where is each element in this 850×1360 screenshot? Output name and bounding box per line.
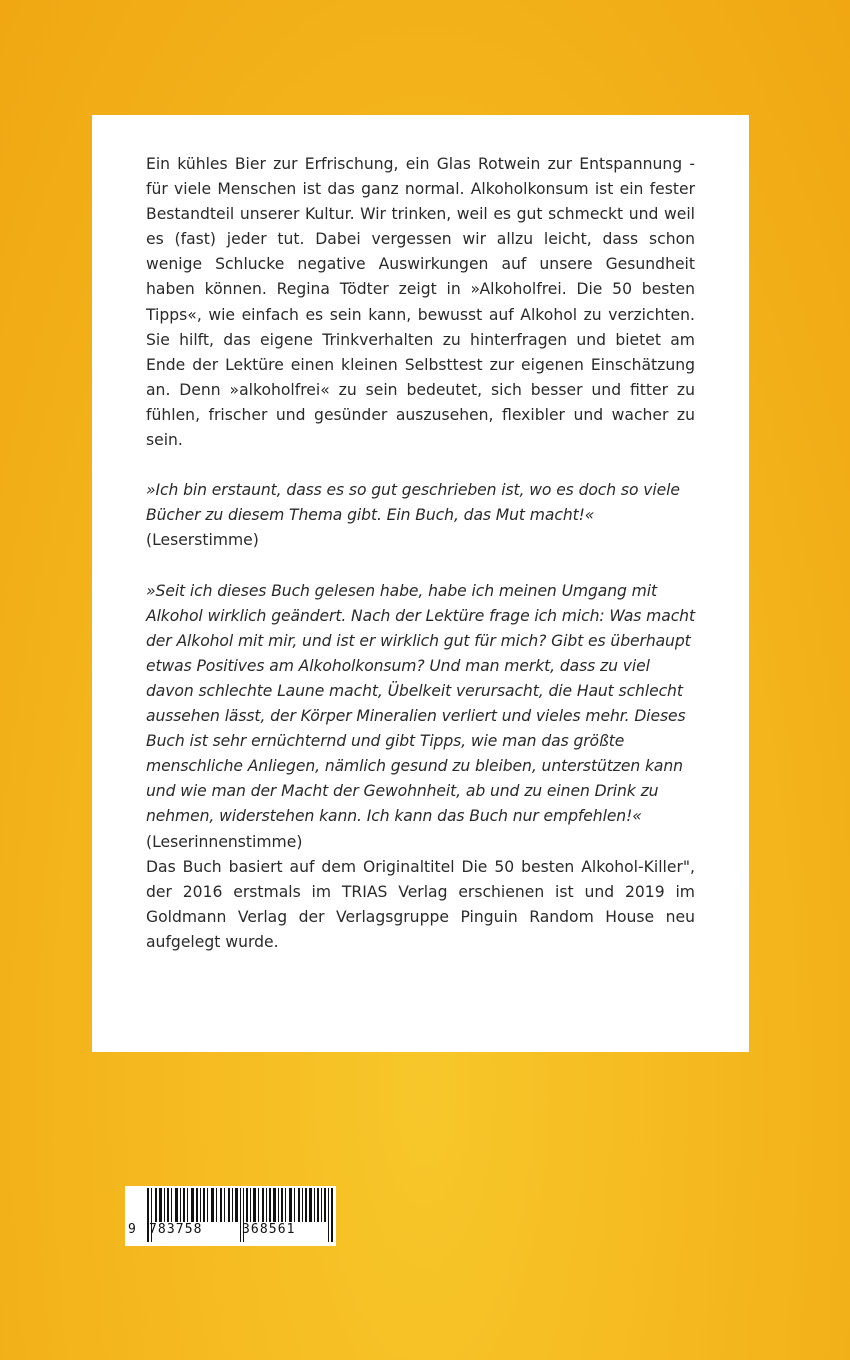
barcode-bar (278, 1188, 279, 1222)
blurb-content (146, 152, 695, 955)
barcode-bar (183, 1188, 185, 1222)
barcode-bar (324, 1188, 326, 1222)
reader-quote-2 (146, 579, 695, 855)
reader-quote-2-text: »Seit ich dieses Buch gelesen habe, habe ich meinen Umgang mit Alkohol wirklich geändert. Nach der Lektüre frage ich mich: Was macht der Alkohol mit mir, und ist er wirklich gut für mich? Gibt es überhaupt etwas Positives am Alkoholkonsum? Und man merkt, dass zu viel davon schlechte Laune macht, Übelkeit verursacht, die Haut schlecht aussehen lässt, der Körper Mineralien verliert und vieles mehr. Dieses Buch ist sehr ernüchternd und gibt Tipps, wie man das größte menschliche Anliegen, nämlich gesund zu bleiben, unterstützen kann und wie man der Macht der Gewohnheit, ab und zu einen Drink zu nehmen, widerstehen kann. Ich kann das Buch nur empfehlen!« (146, 581, 695, 826)
barcode-bar (273, 1188, 276, 1222)
barcode-bar (203, 1188, 205, 1222)
barcode-bar (294, 1188, 295, 1222)
barcode-bar (309, 1188, 312, 1222)
barcode-bar (285, 1188, 286, 1222)
barcode-bar (216, 1188, 217, 1222)
barcode-bar (269, 1188, 271, 1222)
barcode-bar (253, 1188, 256, 1222)
barcode-bar (196, 1188, 198, 1222)
barcode-bar (281, 1188, 283, 1222)
barcode-right-digits: 368561 (242, 1222, 296, 1237)
barcode-bar (262, 1188, 264, 1222)
barcode-bar (235, 1188, 238, 1222)
barcode-bar (200, 1188, 201, 1222)
barcode-bar (207, 1188, 208, 1222)
barcode-bar (258, 1188, 259, 1222)
barcode-bar (228, 1188, 230, 1222)
barcode-bar (191, 1188, 194, 1222)
barcode-bar (211, 1188, 214, 1222)
barcode-bar (159, 1188, 162, 1222)
barcode-bar (321, 1188, 322, 1222)
barcode-bar (250, 1188, 251, 1222)
reader-quote-1-text: »Ich bin erstaunt, dass es so gut geschrieben ist, wo es doch so viele Bücher zu diesem Thema gibt. Ein Buch, das Mut macht!« (146, 481, 680, 525)
barcode-bar (317, 1188, 319, 1222)
barcode-bar (155, 1188, 157, 1222)
barcode-bar (187, 1188, 188, 1222)
barcode-bar (167, 1188, 169, 1222)
barcode-bar (328, 1188, 329, 1242)
barcode-bar (232, 1188, 233, 1222)
barcode-bar (224, 1188, 225, 1222)
barcode-bar (180, 1188, 181, 1222)
barcode-bar (314, 1188, 315, 1222)
barcode-bar (298, 1188, 300, 1222)
isbn-barcode (125, 1186, 336, 1246)
barcode-bar (164, 1188, 165, 1222)
barcode-left-digits: 783758 (149, 1222, 203, 1237)
barcode-first-digit: 9 (128, 1222, 136, 1237)
barcode-bar (289, 1188, 292, 1222)
blurb-footnote: Das Buch basiert auf dem Originaltitel Die 50 besten Alkohol-Killer", der 2016 erstmals im TRIAS Verlag erschienen ist und 2019 im Goldmann Verlag der Verlagsgruppe Pinguin Random House neu aufgelegt wurde. (146, 857, 695, 951)
barcode-bar (240, 1188, 241, 1242)
barcode-bar (171, 1188, 172, 1222)
barcode-bars (125, 1186, 336, 1246)
barcode-bar (246, 1188, 248, 1222)
blurb-panel (92, 115, 749, 1052)
barcode-bar (305, 1188, 307, 1222)
barcode-bar (220, 1188, 222, 1222)
barcode-bar (331, 1188, 333, 1242)
barcode-bar (175, 1188, 178, 1222)
barcode-bar (302, 1188, 303, 1222)
barcode-bar (266, 1188, 267, 1222)
reader-quote-1-source: (Leserstimme) (146, 531, 259, 550)
reader-quote-2-source: (Leserinnenstimme) (146, 832, 303, 851)
reader-quote-1 (146, 478, 695, 553)
blurb-intro: Ein kühles Bier zur Erfrischung, ein Glas Rotwein zur Entspannung - für viele Menschen ist das ganz normal. Alkoholkonsum ist ein fester Bestandteil unserer Kultur. Wir trinken, weil es gut schmeckt und weil es (fast) jeder tut. Dabei vergessen wir allzu leicht, dass schon wenige Schlucke negative Auswirkungen auf unsere Gesundheit haben können. Regina Tödter zeigt in »Alkoholfrei. Die 50 besten Tipps«, wie einfach es sein kann, bewusst auf Alkohol zu verzichten. Sie hilft, das eigene Trinkverhalten zu hinterfragen und bietet am Ende der Lektüre einen kleinen Selbsttest zur eigenen Einschätzung an. Denn »alkoholfrei« zu sein bedeutet, sich besser und fitter zu fühlen, frischer und gesünder auszusehen, flexibler und wacher zu sein. (146, 155, 695, 450)
